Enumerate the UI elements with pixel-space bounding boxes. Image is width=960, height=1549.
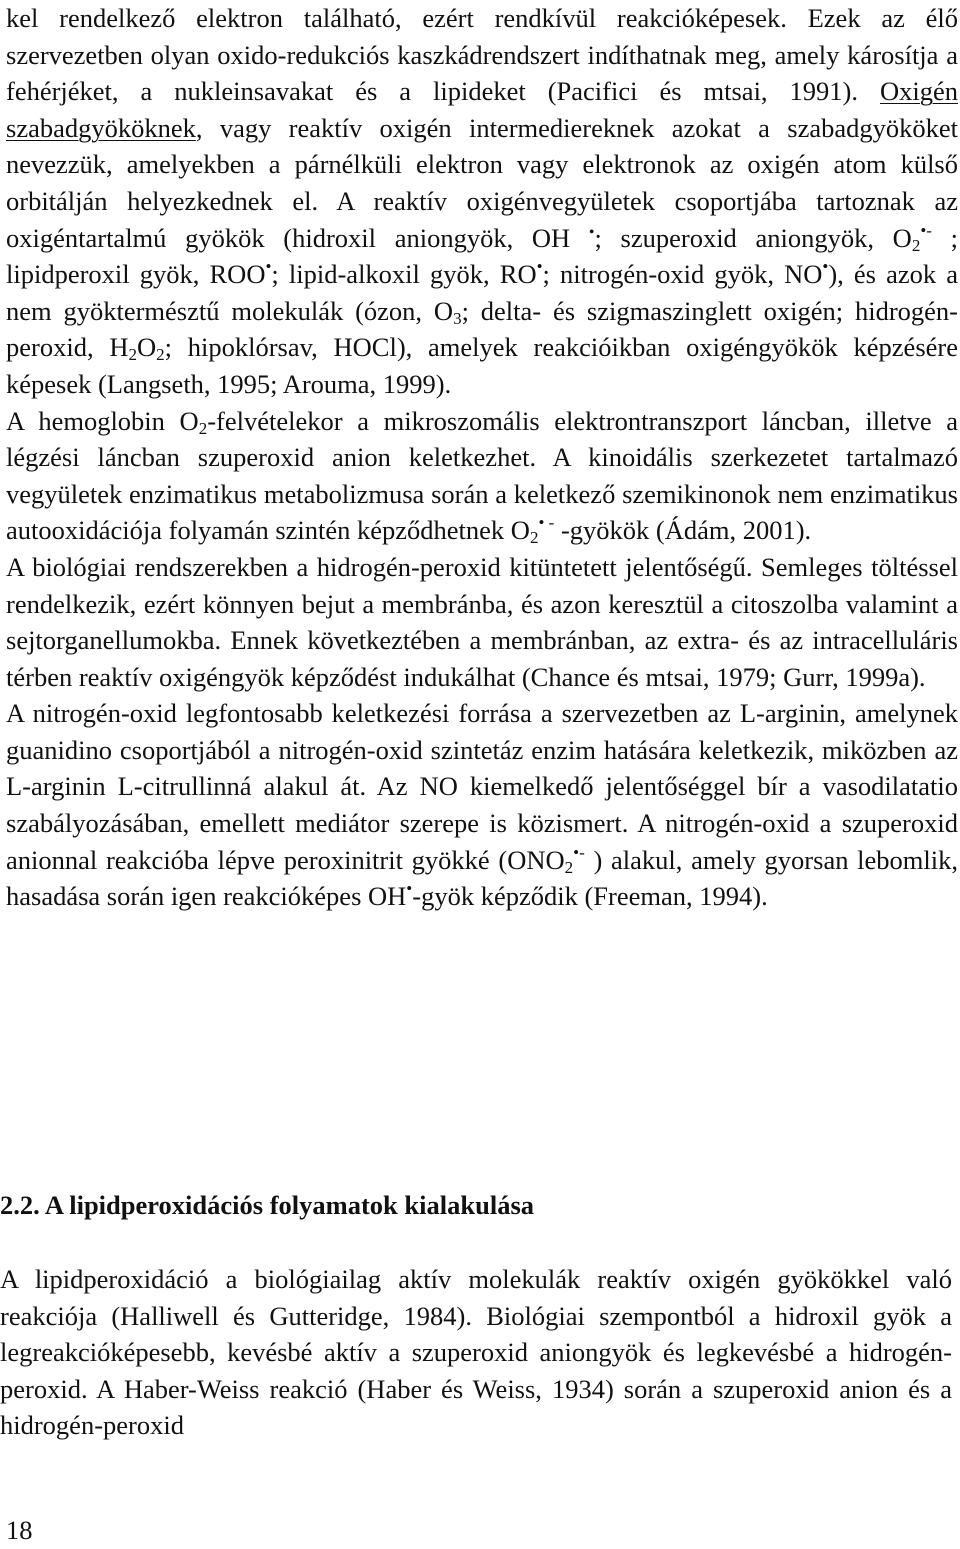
p1-text-j: ; hipoklórsav, HOCl), amelyek reakcióikban oxigéngyökök képzésére képesek (Langseth, 1995; Arouma, 1999). xyxy=(6,332,958,399)
p4-text-c: -gyök képződik (Freeman, 1994). xyxy=(412,881,768,912)
paragraph-hydrogen-peroxide: A biológiai rendszerekben a hidrogén-peroxid kitüntetett jelentőségű. Semleges töltéssel rendelkezik, ezért könnyen bejut a membránba, és azon keresztül a citoszolba valamint a sejtorganellumokba. Ennek következtében a membránban, az extra- és az intracelluláris térben reaktív oxigéngyök képződést indukálhat (Chance és mtsai, 1979; Gurr, 1999a). xyxy=(6,551,958,692)
p1-text-e: ; lipid-alkoxil gyök, RO xyxy=(271,259,537,290)
subscript-2: 2 xyxy=(198,418,208,438)
subscript-3: 3 xyxy=(453,308,462,328)
paragraph-nitric-oxide xyxy=(6,695,958,915)
p1-text-f: ; nitrogén-oxid gyök, NO xyxy=(542,259,823,290)
p1-text-d: ; lipidperoxil gyök, ROO xyxy=(6,222,959,290)
paragraph-hemoglobin xyxy=(6,403,958,549)
paragraph-reactive-oxygen xyxy=(6,0,958,403)
superscript-radical-anion: •- xyxy=(573,842,585,862)
p1-text-a: kel rendelkező elektron található, ezért rendkívül reakcióképesek. Ezek az élő szervezetben olyan oxido-redukciós kaszkádrendszert indíthatnak meg, amely károsítja a fehérjéket, a nukleinsavakat és a lipideket (Pacifici és mtsai, 1991). xyxy=(6,3,958,107)
p1-text-g: ), és azok a nem gyöktermésztű molekulák (ózon, O xyxy=(6,259,959,326)
subscript-2: 2 xyxy=(156,345,165,365)
p4-text-a: A nitrogén-oxid legfontosabb keletkezési forrása a szervezetben az L-arginin, amelynek guanidino csoportjából a nitrogén-oxid szintetáz enzim hatására keletkezik, miközben az L-arginin L-citrullinná alakul át. Az NO kiemelkedő jelentőséggel bír a vasodilatatio szabályozásában, emellett mediátor szerepe is közismert. A nitrogén-oxid a szuperoxid anionnal reakcióba lépve peroxinitrit gyökké (ONO xyxy=(6,698,958,875)
radical-dot: • xyxy=(588,223,595,241)
section-heading: 2.2. A lipidperoxidációs folyamatok kialakulása xyxy=(0,1190,535,1220)
subscript-2: 2 xyxy=(529,528,539,548)
superscript-radical: • xyxy=(822,257,829,277)
p4-text-b: ) alakul, amely gyorsan lebomlik, hasadása során igen reakcióképes OH xyxy=(6,844,958,912)
term-oxygen-radicals: Oxigén szabadgyököknek xyxy=(6,76,958,143)
p1-text-b: , vagy reaktív oxigén intermediereknek azokat a szabadgyököket nevezzük, amelyekben a párnélküli elektron vagy elektronok az oxigén atom külső orbitálján helyezkednek el. A reaktív oxigénvegyületek csoportjába tartoznak az oxigéntartalmú gyökök (hidroxil aniongyök, OH xyxy=(6,112,958,253)
subscript-2: 2 xyxy=(911,235,921,255)
p2-text-b: -felvételekor a mikroszomális elektrontranszport láncban, illetve a légzési láncban szuperoxid anion keletkezhet. A kinoidális szerkezetet tartalmazó vegyületek enzimatikus metabolizmusa során a keletkező szemikinonok nem enzimatikus autooxidációja folyamán szintén képződhetnek O xyxy=(6,405,958,546)
p2-text-a: A hemoglobin O xyxy=(6,405,199,436)
subscript-2: 2 xyxy=(564,857,574,877)
p1-text-h: ; delta- és szigmaszinglett oxigén; hidrogén-peroxid, H xyxy=(6,295,958,363)
p1-text-i: O xyxy=(136,332,157,363)
subscript-2: 2 xyxy=(128,345,137,365)
superscript-radical-anion: •- xyxy=(920,220,932,240)
section-body xyxy=(0,1261,952,1444)
p1-text-c: ; szuperoxid aniongyök, O xyxy=(594,222,912,253)
superscript-radical: • xyxy=(265,257,272,277)
p2-text-c: -gyökök (Ádám, 2001). xyxy=(554,515,812,546)
document-page xyxy=(6,0,958,915)
paragraph-lipid-peroxidation: A lipidperoxidáció a biológiailag aktív molekulák reaktív oxigén gyökökkel való reakciója (Halliwell és Gutteridge, 1984). Biológiai szempontból a hidroxil gyök a legreakcióképesebb, kevésbé aktív a szuperoxid aniongyök és legkevésbé a hidrogén-peroxid. A Haber-Weiss reakció (Haber és Weiss, 1934) során a szuperoxid anion és a hidrogén-peroxid xyxy=(0,1264,952,1441)
superscript-radical-anion: • - xyxy=(538,513,555,533)
superscript-radical: • xyxy=(536,257,543,277)
page-number: 18 xyxy=(6,1515,33,1545)
superscript-radical: • xyxy=(406,879,413,899)
